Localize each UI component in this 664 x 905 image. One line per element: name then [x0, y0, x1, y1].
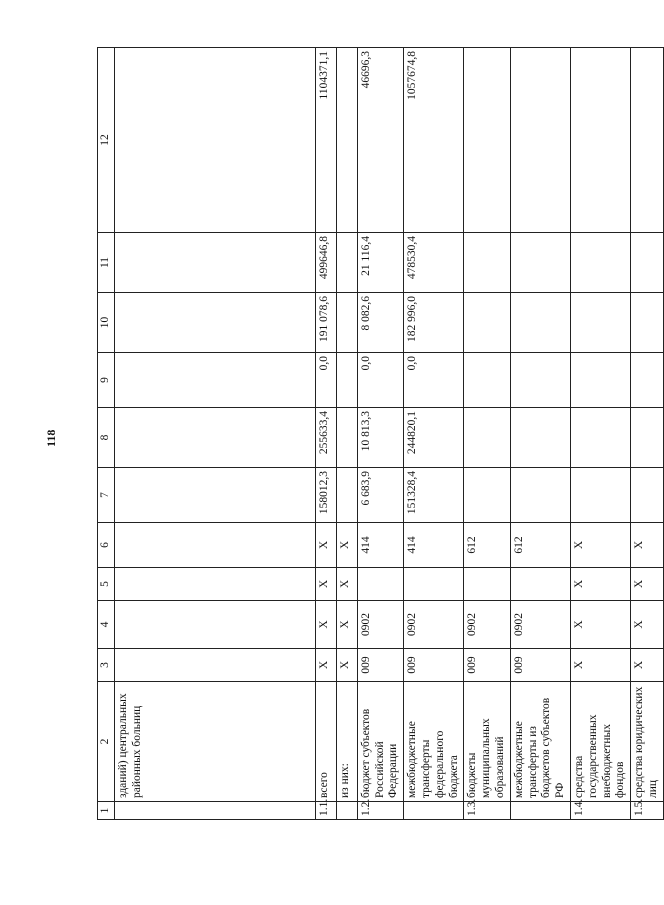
table-cell: [510, 293, 570, 353]
rotated-table-container: [97, 48, 659, 820]
row-number-cell: 1.3.: [464, 802, 510, 820]
header-cell: 1: [98, 802, 115, 820]
table-cell: [570, 293, 630, 353]
table-cell: [114, 601, 315, 649]
table-cell: [510, 408, 570, 468]
table-cell: [464, 568, 510, 601]
row-label-cell: межбюджетные трансферты федерального бюджета: [404, 682, 464, 802]
table-row: [404, 48, 464, 820]
table-cell: 151328,4: [404, 468, 464, 523]
row-label-cell: межбюджетные трансферты из бюджетов субъектов РФ: [510, 682, 570, 802]
table-cell: [114, 353, 315, 408]
table-cell: [510, 48, 570, 233]
table-cell: 6 683,9: [357, 468, 403, 523]
table-cell: 0,0: [404, 353, 464, 408]
table-cell: Х: [315, 601, 336, 649]
table-row: [631, 48, 664, 820]
table-cell: [114, 523, 315, 568]
table-cell: Х: [336, 523, 357, 568]
table-cell: Х: [631, 649, 664, 682]
table-cell: 009: [464, 649, 510, 682]
table-cell: 414: [357, 523, 403, 568]
row-label-cell: средства государственных внебюджетных фондов: [570, 682, 630, 802]
header-cell: 8: [98, 408, 115, 468]
table-cell: [631, 233, 664, 293]
table-cell: [570, 233, 630, 293]
header-cell: 3: [98, 649, 115, 682]
table-cell: [114, 649, 315, 682]
row-label-cell: средства юридических лиц: [631, 682, 664, 802]
header-cell: 9: [98, 353, 115, 408]
table-cell: [336, 233, 357, 293]
table-cell: 10 813,3: [357, 408, 403, 468]
table-cell: 182 996,0: [404, 293, 464, 353]
table-cell: 191 078,6: [315, 293, 336, 353]
row-number-cell: 1.5.: [631, 802, 664, 820]
table-cell: 499646,8: [315, 233, 336, 293]
header-cell: 11: [98, 233, 115, 293]
row-label-cell: всего: [315, 682, 336, 802]
table-cell: Х: [336, 601, 357, 649]
table-cell: 478530,4: [404, 233, 464, 293]
table-row: [114, 48, 315, 820]
table-cell: [570, 408, 630, 468]
row-label-cell: из них:: [336, 682, 357, 802]
table-cell: [336, 48, 357, 233]
table-cell: [464, 48, 510, 233]
table-cell: Х: [336, 649, 357, 682]
table-cell: [336, 353, 357, 408]
table-cell: [114, 48, 315, 233]
table-cell: [631, 48, 664, 233]
table-cell: [631, 293, 664, 353]
table-cell: 158012,3: [315, 468, 336, 523]
header-row: [98, 48, 115, 820]
table-cell: [510, 468, 570, 523]
header-cell: 5: [98, 568, 115, 601]
table-cell: [336, 293, 357, 353]
table-cell: 0902: [464, 601, 510, 649]
table-cell: 8 082,6: [357, 293, 403, 353]
header-cell: 4: [98, 601, 115, 649]
table-cell: [464, 408, 510, 468]
table-cell: Х: [570, 649, 630, 682]
table-cell: Х: [315, 649, 336, 682]
table-row: [510, 48, 570, 820]
table-cell: [336, 408, 357, 468]
table-cell: 0,0: [357, 353, 403, 408]
table-cell: [464, 293, 510, 353]
table-cell: [114, 468, 315, 523]
table-cell: 0902: [357, 601, 403, 649]
table-cell: [510, 233, 570, 293]
row-number-cell: [114, 802, 315, 820]
row-number-cell: 1.1.: [315, 802, 336, 820]
header-cell: 10: [98, 293, 115, 353]
header-cell: 2: [98, 682, 115, 802]
table-cell: [114, 233, 315, 293]
table-cell: Х: [570, 601, 630, 649]
table-cell: 612: [510, 523, 570, 568]
table-row: [570, 48, 630, 820]
table-cell: [464, 353, 510, 408]
table-cell: [464, 468, 510, 523]
row-number-cell: 1.4.: [570, 802, 630, 820]
table-cell: [336, 468, 357, 523]
table-cell: 255633,4: [315, 408, 336, 468]
table-cell: 0902: [404, 601, 464, 649]
table-cell: Х: [631, 523, 664, 568]
table-cell: 21 116,4: [357, 233, 403, 293]
table-cell: [510, 353, 570, 408]
row-label-cell: зданий) центральных районных больниц: [114, 682, 315, 802]
table-cell: 009: [510, 649, 570, 682]
table-cell: [631, 353, 664, 408]
table-cell: [570, 48, 630, 233]
table-cell: [404, 568, 464, 601]
table-cell: 0902: [510, 601, 570, 649]
row-label-cell: бюджет субъектов Российской Федерации: [357, 682, 403, 802]
table-cell: Х: [336, 568, 357, 601]
table-cell: [570, 353, 630, 408]
table-cell: [631, 468, 664, 523]
row-number-cell: [510, 802, 570, 820]
budget-table: [97, 47, 664, 820]
header-cell: 12: [98, 48, 115, 233]
table-row: [315, 48, 336, 820]
table-cell: 1104371,1: [315, 48, 336, 233]
table-cell: Х: [570, 568, 630, 601]
table-cell: 612: [464, 523, 510, 568]
table-cell: 414: [404, 523, 464, 568]
header-cell: 7: [98, 468, 115, 523]
row-label-cell: бюджеты муниципальных образований: [464, 682, 510, 802]
table-cell: 46696,3: [357, 48, 403, 233]
table-cell: 0,0: [315, 353, 336, 408]
table-cell: Х: [315, 568, 336, 601]
table-cell: 009: [404, 649, 464, 682]
table-cell: Х: [631, 568, 664, 601]
page-number: 118: [44, 429, 58, 447]
table-cell: Х: [570, 523, 630, 568]
table-cell: 009: [357, 649, 403, 682]
table-row: [357, 48, 403, 820]
table-cell: 244820,1: [404, 408, 464, 468]
header-cell: 6: [98, 523, 115, 568]
table-cell: 1057674,8: [404, 48, 464, 233]
table-cell: Х: [631, 601, 664, 649]
table-cell: [570, 468, 630, 523]
table-cell: [464, 233, 510, 293]
row-number-cell: [404, 802, 464, 820]
table-row: [336, 48, 357, 820]
row-number-cell: [336, 802, 357, 820]
table-cell: [114, 293, 315, 353]
table-row: [464, 48, 510, 820]
table-cell: [114, 568, 315, 601]
table-cell: [114, 408, 315, 468]
table-cell: Х: [315, 523, 336, 568]
row-number-cell: 1.2.: [357, 802, 403, 820]
table-cell: [510, 568, 570, 601]
table-cell: [357, 568, 403, 601]
table-cell: [631, 408, 664, 468]
